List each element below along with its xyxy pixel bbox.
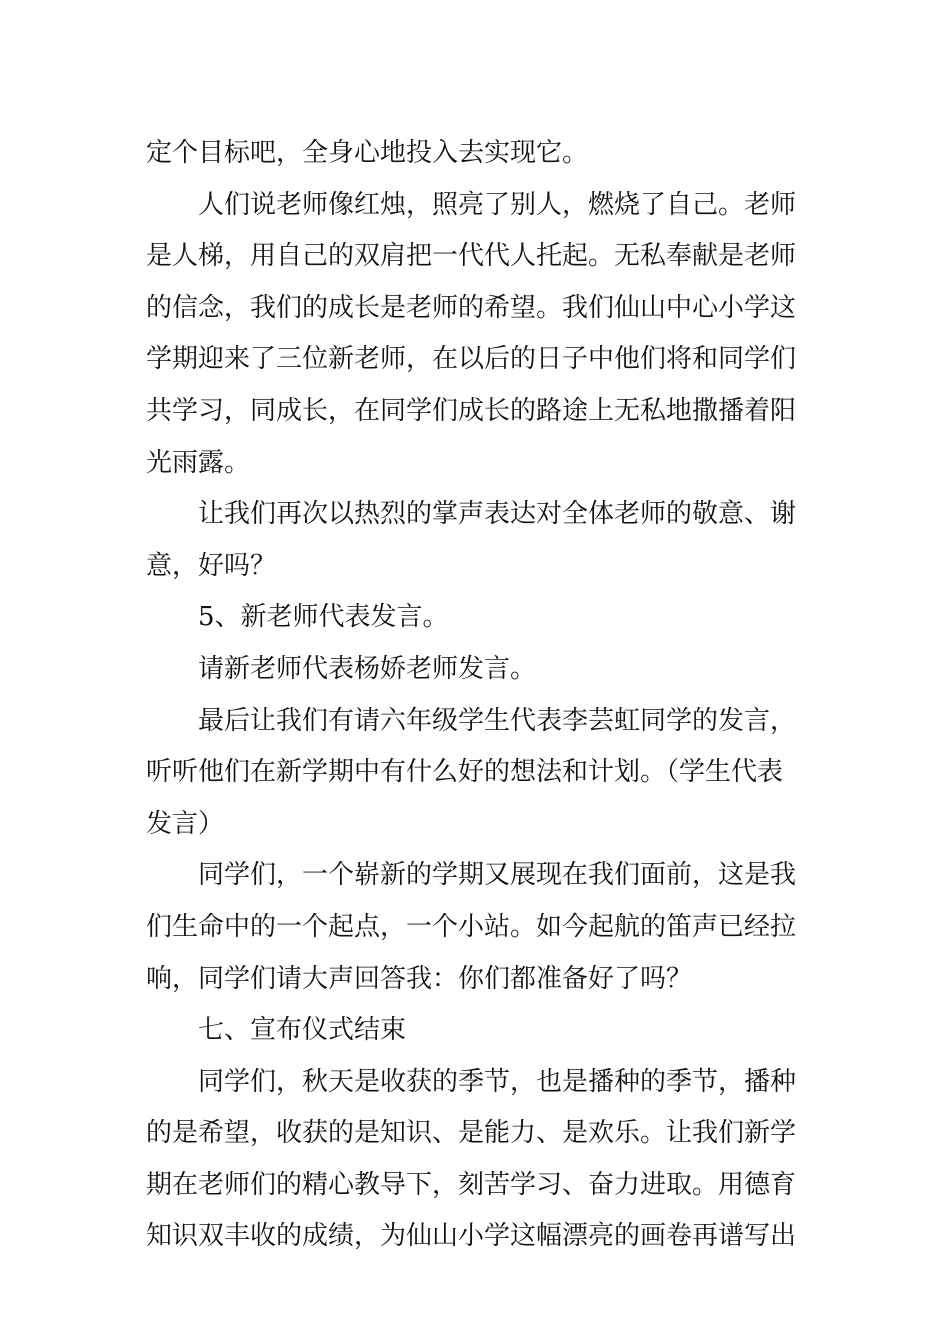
paragraph-new-teacher-speech: 请新老师代表杨娇老师发言。 — [198, 653, 537, 684]
document-body — [146, 128, 806, 1263]
paragraph-closing: 同学们，秋天是收获的季节，也是播种的季节，播种 的是希望，收获的是知识、是能力、是欢乐。让我们新学 期在老师们的精心教导下，刻苦学习、奋力进取。用德育 知识双丰收的成绩，为仙山小学这幅漂亮的画卷再谱写出 — [146, 1066, 797, 1252]
paragraph-student-speech: 最后让我们有请六年级学生代表李芸虹同学的发言， 听听他们在新学期中有什么好的想法和计划。（学生代表 发言） — [146, 705, 797, 839]
paragraph-new-semester: 同学们，一个崭新的学期又展现在我们面前，这是我 们生命中的一个起点，一个小站。如今起航的笛声已经拉 响，同学们请大声回答我：你们都准备好了吗？ — [146, 860, 797, 994]
paragraph-section-7-heading: 七、宣布仪式结束 — [198, 1015, 407, 1046]
paragraph-section-5-heading: 5、新老师代表发言。 — [198, 602, 449, 633]
paragraph-teacher-praise: 人们说老师像红烛，照亮了别人，燃烧了自己。老师 是人梯，用自己的双肩把一代代人托起。无私奉献是老师 的信念，我们的成长是老师的希望。我们仙山中心小学这 学期迎来了三位新老师，在以后的日子中他们将和同学们 共学习，同成长，在同学们成长的路途上无私地撒播着阳 光雨露。 — [146, 189, 797, 478]
paragraph-applause: 让我们再次以热烈的掌声表达对全体老师的敬意、谢 意，好吗？ — [146, 499, 797, 581]
paragraph-continuation: 定个目标吧，全身心地投入去实现它。 — [146, 138, 589, 168]
